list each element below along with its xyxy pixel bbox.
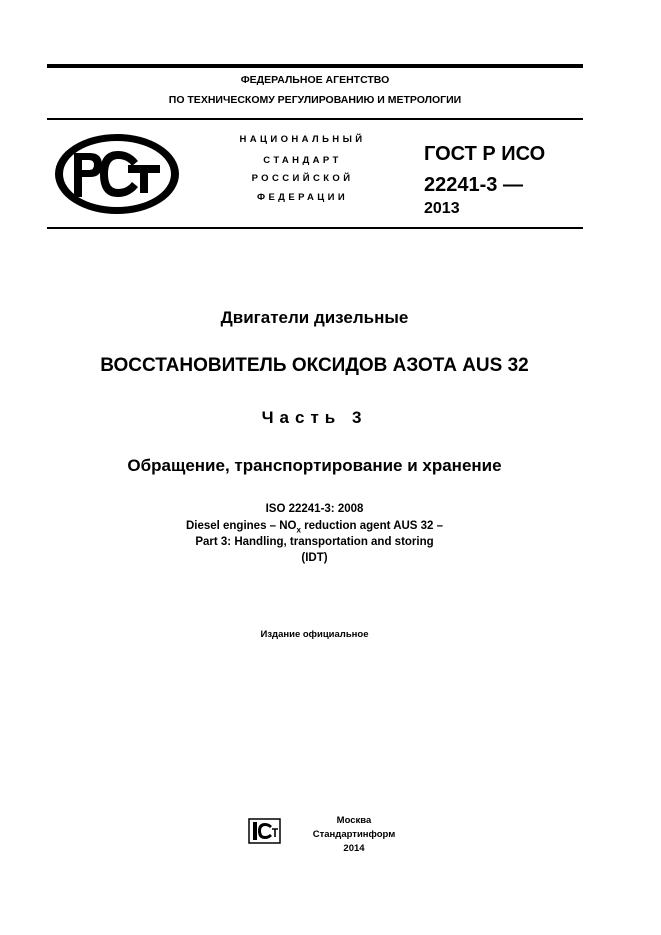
national-standard-line-1: НАЦИОНАЛЬНЫЙ	[239, 134, 366, 145]
national-standard-line-4: ФЕДЕРАЦИИ	[256, 192, 349, 203]
iso-line-2-post: reduction agent AUS 32 –	[300, 520, 444, 532]
iso-reference-line-3: Part 3: Handling, transportation and storing	[195, 536, 434, 548]
document-part: Часть 3	[261, 408, 368, 427]
middle-rule	[47, 118, 583, 120]
edition-label: Издание официальное	[260, 629, 369, 640]
top-rule	[47, 64, 583, 68]
designation-line-2: 22241-3 —	[424, 174, 523, 196]
iso-reference-line-1: ISO 22241-3: 2008	[265, 503, 364, 515]
iso-line-2-subscript: x	[296, 525, 301, 535]
publisher-year: 2014	[343, 843, 365, 854]
national-standard-line-2: СТАНДАРТ	[263, 155, 342, 166]
bottom-rule	[47, 227, 583, 229]
national-standard-line-3: РОССИЙСКОЙ	[251, 173, 354, 184]
agency-line-2: ПО ТЕХНИЧЕСКОМУ РЕГУЛИРОВАНИЮ И МЕТРОЛОГИИ	[168, 94, 462, 106]
designation-year: 2013	[424, 200, 460, 217]
document-heading: Обращение, транспортирование и хранение	[127, 456, 502, 475]
publisher-name: Стандартинформ	[312, 829, 396, 840]
iso-line-2-pre: Diesel engines – NO	[185, 520, 297, 532]
iso-reference-line-2	[0, 520, 629, 534]
iso-reference-line-4: (IDT)	[301, 552, 328, 564]
designation-line-1: ГОСТ Р ИСО	[424, 143, 546, 165]
document-title: ВОССТАНОВИТЕЛЬ ОКСИДОВ АЗОТА AUS 32	[100, 355, 529, 376]
document-subtitle: Двигатели дизельные	[220, 308, 409, 327]
gost-logo-icon	[52, 131, 182, 217]
agency-line-1: ФЕДЕРАЛЬНОЕ АГЕНТСТВО	[240, 74, 390, 86]
standartinform-icon	[248, 818, 281, 844]
publisher-city: Москва	[336, 815, 372, 826]
